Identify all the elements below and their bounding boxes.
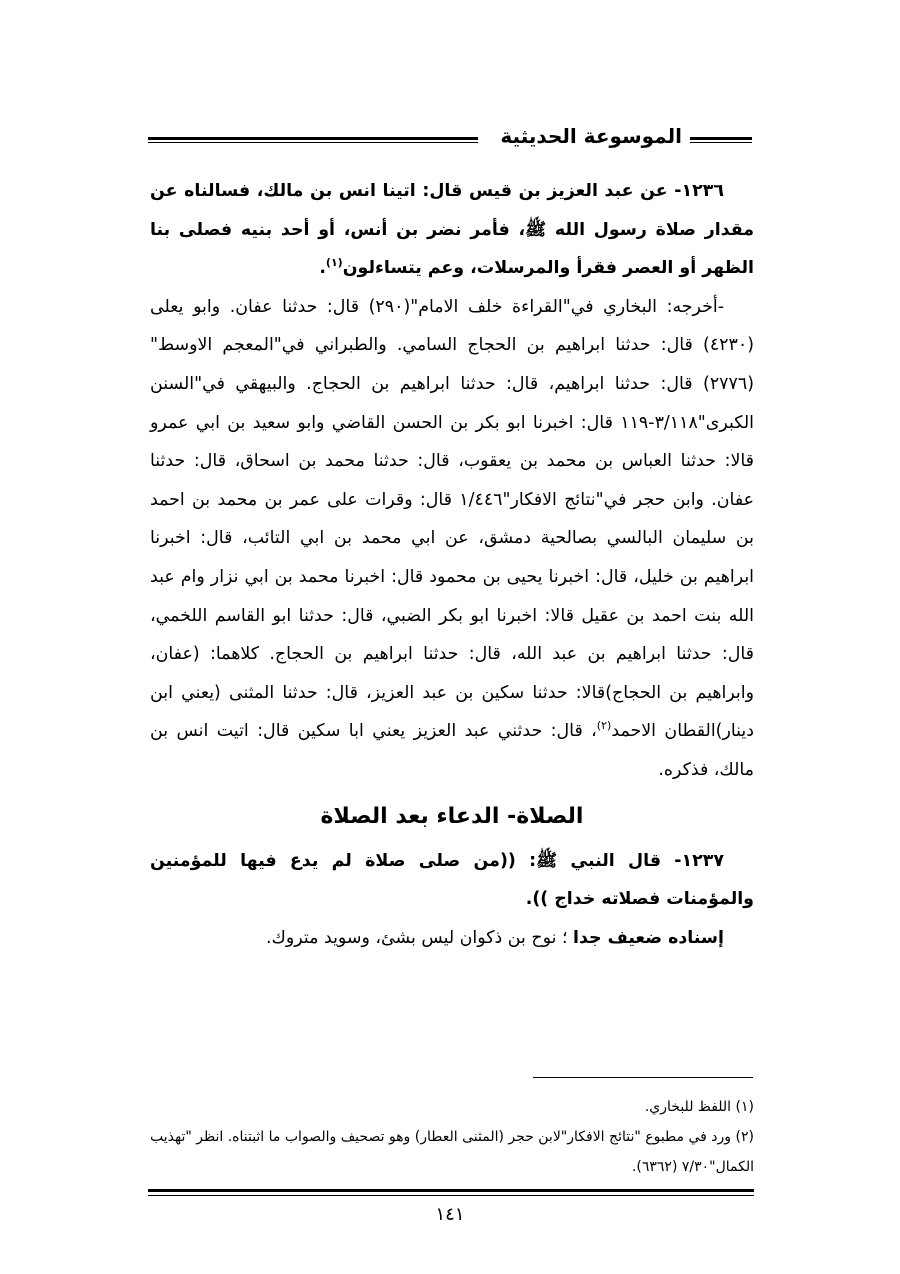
hadith-1237: ١٢٣٧- قال النبي ﷺ: ((من صلى صلاة لم يدع فيها للمؤمنين والمؤمنات فصلاته خداج )). [150,850,754,910]
bottom-rule-thin [148,1195,754,1196]
footnote-1-text: اللفظ للبخاري. [644,1099,732,1115]
grading-1237 [150,919,754,958]
header-rule-left [148,137,478,140]
section-heading: الصلاة- الدعاء بعد الصلاة [320,803,584,829]
main-text [150,172,754,957]
footnote-1 [150,1092,754,1122]
bottom-rule-thick [148,1189,754,1192]
footnote-1-num: (١) [735,1099,754,1115]
footnote-ref-1[interactable]: (١) [325,256,343,270]
grading-1237-rest: ؛ نوح بن ذكوان ليس بشئ، وسويد متروك. [266,927,574,948]
footnote-2 [150,1122,754,1182]
footnote-2-text: ورد في مطبوع "نتائج الافكار"لابن حجر (المثنى العطار) وهو تصحيف والصواب ما اثبتناه. انظر "تهذيب الكمال"٧/٣٠ (٦٣٦٢). [150,1129,754,1175]
hadith-1236-text: ١٢٣٦- عن عبد العزيز بن قيس قال: اتينا انس بن مالك، فسالناه عن مقدار صلاة رسول الله ﷺ، فأمر نضر بن أنس، أو أحد بنيه فصلى بنا الظهر أو العصر فقرأ والمرسلات، وعم يتساءلون [150,181,754,279]
footnote-separator [533,1077,753,1078]
header-rule-left-thin [148,142,478,143]
running-header [148,124,752,152]
header-rule-right [690,137,752,140]
hadith-1236 [150,172,754,288]
takhrij-1236 [150,288,754,790]
takhrij-1236-part2: ، قال: حدثني عبد العزيز يعني ابا سكين قال: اتيت انس بن مالك، فذكره. [150,721,754,780]
grading-1237-bold: إسناده ضعيف جدا [573,927,724,948]
hadith-1236-end: . [319,258,326,279]
header-title: الموسوعة الحديثية [500,124,682,148]
takhrij-1236-part1: -أخرجه: البخاري في"القراءة خلف الامام"(٢٩٠) قال: حدثنا عفان. وابو يعلى (٤٢٣٠) قال: حدثنا ابراهيم بن الحجاج السامي. والطبراني في"المعجم الاوسط"(٢٧٧٦) قال: حدثنا ابراهيم، قال: حدثنا ابراهيم بن الحجاج. والبيهقي في"السنن الكبرى"٣/١١٨-١١٩ قال: اخبرنا ابو بكر بن الحسن القاضي وابو سعيد بن ابي عمرو قالا: حدثنا العباس بن محمد بن يعقوب، قال: حدثنا محمد بن اسحاق، قال: حدثنا عفان. وابن حجر في"نتائج الافكار"١/٤٤٦ قال: وقرات على عمر بن محمد بن احمد بن سليمان البالسي بصالحية دمشق، عن ابي محمد بن ابي التائب، قال: اخبرنا ابراهيم بن خليل، قال: اخبرنا يحيى بن محمود قال: اخبرنا محمد بن ابي نزار وام عبد الله بنت احمد بن عقيل قالا: اخبرنا ابو بكر الضبي، قال: حدثنا ابو القاسم اللخمي، قال: حدثنا ابراهيم بن عبد الله، قال: حدثنا ابراهيم بن الحجاج. كلاهما: (عفان، وابراهيم بن الحجاج)قالا: حدثنا سكين بن عبد العزيز، قال: حدثنا المثنى (يعني ابن دينار)القطان الاحمد [150,296,754,742]
footnote-ref-2[interactable]: (٢) [596,719,612,733]
page-number: ١٤١ [435,1204,465,1225]
header-rule-right-thin [690,142,752,143]
footnotes [150,1092,754,1182]
footnote-2-num: (٢) [735,1129,755,1145]
